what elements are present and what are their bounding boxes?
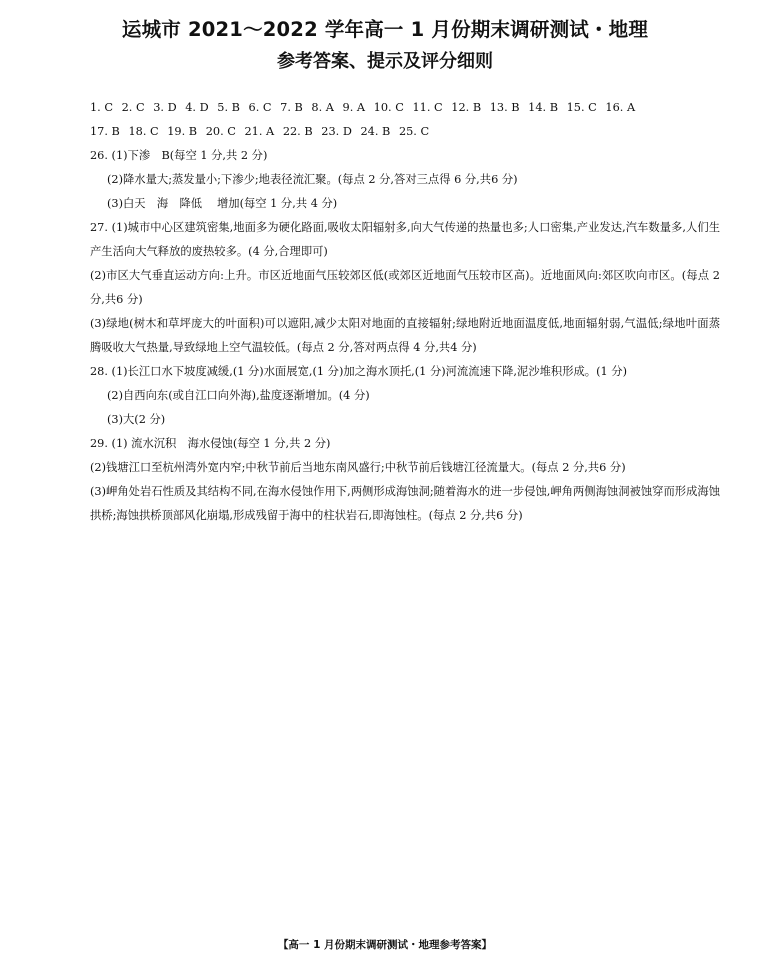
mc-answer: 14. B xyxy=(528,101,559,114)
mc-answer: 2. C xyxy=(121,101,145,114)
q27-part2: (2)市区大气垂直运动方向:上升。市区近地面气压较郊区低(或郊区近地面气压较市区高)。近地面风向:郊区吹向市区。(每点 2 分,共6 分) xyxy=(90,269,720,306)
mc-answer: 10. C xyxy=(373,101,404,114)
q28-part2: (2)自西向东(或自江口向外海),盐度逐渐增加。(4 分) xyxy=(107,389,370,402)
q27-part3: (3)绿地(树木和草坪庞大的叶面积)可以遮阳,减少太阳对地面的直接辐射;绿地附近地面温度低,地面辐射弱,气温低;绿地叶面蒸腾吸收大气热量,导致绿地上空气温较低。(每点 2 分,答对两点得 4 分,共4 分) xyxy=(90,317,720,354)
mc-answer: 22. B xyxy=(282,125,313,138)
mc-answer: 19. B xyxy=(167,125,198,138)
mc-answer: 16. A xyxy=(605,101,636,114)
mc-answer: 4. D xyxy=(185,101,209,114)
q29-part1: 29. (1) 流水沉积 海水侵蚀(每空 1 分,共 2 分) xyxy=(90,437,331,450)
q28-part3: (3)大(2 分) xyxy=(107,413,166,426)
mc-answer: 7. B xyxy=(280,101,303,114)
mc-answer: 17. B xyxy=(90,125,120,138)
q28-part1: 28. (1)长江口水下坡度减缓,(1 分)水面展宽,(1 分)加之海水顶托,(1 分)河流流速下降,泥沙堆积形成。(1 分) xyxy=(90,365,627,378)
q29-part3: (3)岬角处岩石性质及其结构不同,在海水侵蚀作用下,两侧形成海蚀洞;随着海水的进一步侵蚀,岬角两侧海蚀洞被蚀穿而形成海蚀拱桥;海蚀拱桥顶部风化崩塌,形成残留于海中的柱状岩石,即海蚀柱。(每点 2 分,共6 分) xyxy=(90,485,720,522)
q26-part3: (3)白天 海 降低 增加(每空 1 分,共 4 分) xyxy=(107,197,338,210)
mc-answer: 24. B xyxy=(360,125,391,138)
mc-answer: 3. D xyxy=(153,101,177,114)
mc-answer: 20. C xyxy=(205,125,236,138)
page-footer: 【高一 1 月份期末调研测试・地理参考答案】 xyxy=(277,939,493,951)
q26-part2: (2)降水量大;蒸发量小;下渗少;地表径流汇聚。(每点 2 分,答对三点得 6 分,共6 分) xyxy=(107,173,518,186)
page-subtitle: 参考答案、提示及评分细则 xyxy=(277,51,493,72)
mc-answer: 12. B xyxy=(451,101,482,114)
mc-answer: 18. C xyxy=(128,125,159,138)
mc-answer: 9. A xyxy=(342,101,366,114)
mc-answers-row-2 xyxy=(90,120,720,144)
mc-answer: 11. C xyxy=(412,101,443,114)
mc-answer: 25. C xyxy=(398,125,430,138)
answer-content xyxy=(90,96,720,528)
page-title: 运城市 2021～2022 学年高一 1 月份期末调研测试・地理 xyxy=(121,18,649,41)
mc-answer: 5. B xyxy=(217,101,240,114)
q26-part1: 26. (1)下渗 B(每空 1 分,共 2 分) xyxy=(90,149,268,162)
mc-answer: 6. C xyxy=(248,101,272,114)
mc-answer: 21. A xyxy=(244,125,275,138)
mc-answer: 15. C xyxy=(566,101,597,114)
mc-answer: 23. D xyxy=(321,125,352,138)
mc-answer: 8. A xyxy=(311,101,334,114)
q27-part1: 27. (1)城市中心区建筑密集,地面多为硬化路面,吸收太阳辐射多,向大气传递的热量也多;人口密集,产业发达,汽车数量多,人们生产生活向大气释放的废热较多。(4 分,合理即可) xyxy=(90,221,720,258)
mc-answer: 13. B xyxy=(489,101,520,114)
q29-part2: (2)钱塘江口至杭州湾外宽内窄;中秋节前后当地东南风盛行;中秋节前后钱塘江径流量大。(每点 2 分,共6 分) xyxy=(90,461,626,474)
mc-answer: 1. C xyxy=(90,101,114,114)
mc-answers-row-1 xyxy=(90,96,720,120)
